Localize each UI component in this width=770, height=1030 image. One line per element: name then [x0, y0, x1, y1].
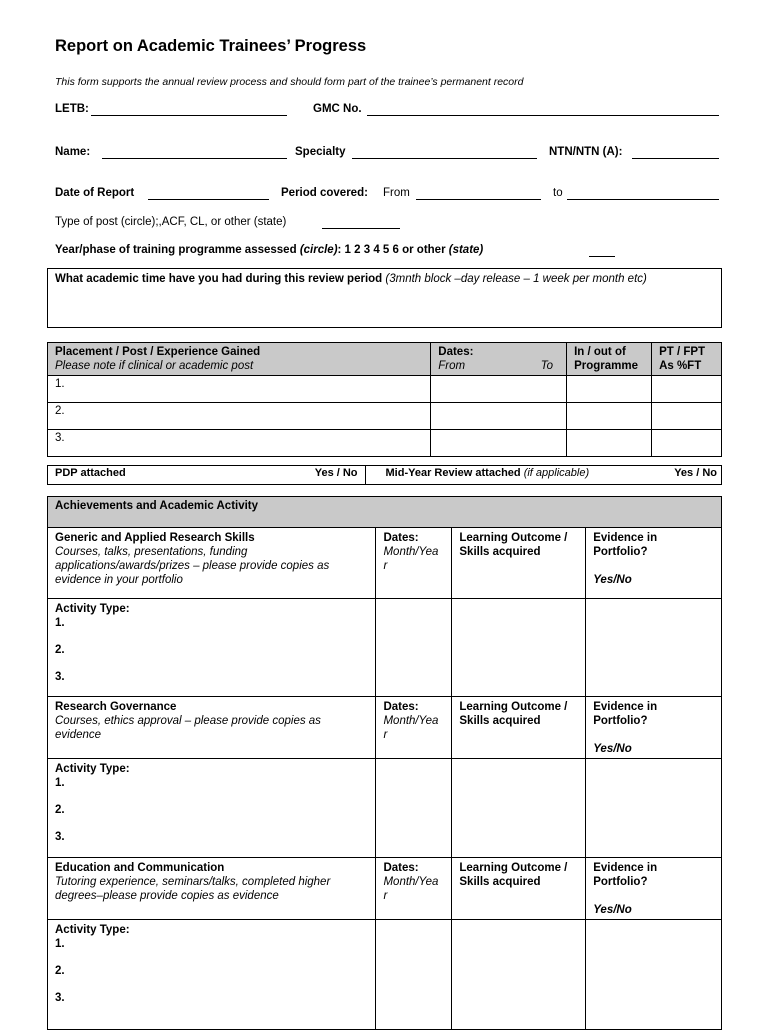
section-header-row	[48, 528, 722, 599]
ntn-field[interactable]	[632, 158, 719, 159]
ptfpt-header	[652, 343, 722, 376]
outcome-input-cell[interactable]	[452, 759, 586, 858]
letb-label: LETB:	[55, 103, 89, 115]
dates-input-cell[interactable]	[376, 920, 452, 1030]
month-col-label: Month/Yea r	[383, 546, 439, 572]
activity-cell[interactable]	[48, 599, 376, 697]
year-phase-state: (state)	[448, 244, 484, 256]
name-field[interactable]	[102, 158, 287, 159]
activity-item-3: 3.	[55, 992, 65, 1004]
dates-from-label: From	[438, 360, 466, 372]
section-header-row	[48, 858, 722, 920]
evidence-yesno[interactable]: Yes/No	[593, 574, 632, 586]
form-subtitle: This form supports the annual review process and should form part of the trainee’s permanent record	[55, 76, 524, 88]
dates-col-label: Dates:	[383, 701, 419, 713]
evidence-input-cell[interactable]	[586, 759, 722, 858]
period-to-field[interactable]	[567, 199, 719, 200]
dates-col-label: Dates:	[383, 862, 419, 874]
table-row[interactable]	[48, 403, 722, 430]
activity-item-2: 2.	[55, 644, 65, 656]
period-from-field[interactable]	[416, 199, 541, 200]
midyear-note: (if applicable)	[523, 467, 590, 479]
outcome-input-cell[interactable]	[452, 920, 586, 1030]
activity-type-label: Activity Type:	[55, 763, 130, 775]
year-phase-prefix: Year/phase of training programme assessed	[55, 244, 297, 256]
period-to-label: to	[553, 187, 563, 199]
dates-cell[interactable]	[431, 403, 567, 430]
dates-input-cell[interactable]	[376, 599, 452, 697]
outcome-col-cell: Learning Outcome / Skills acquired	[452, 528, 586, 599]
placement-header	[48, 343, 431, 376]
year-phase-other-field[interactable]	[589, 256, 615, 257]
evidence-col-cell	[586, 528, 722, 599]
page-title: Report on Academic Trainees’ Progress	[55, 37, 367, 55]
section-title: Research Governance	[55, 701, 177, 713]
section-title: Education and Communication	[55, 862, 225, 874]
period-covered-label: Period covered:	[281, 187, 368, 199]
evidence-input-cell[interactable]	[586, 920, 722, 1030]
period-from-label: From	[383, 187, 410, 199]
outcome-col-cell: Learning Outcome / Skills acquired	[452, 858, 586, 920]
dates-col-label: Dates:	[383, 532, 419, 544]
activity-item-1: 1.	[55, 938, 65, 950]
section-title-cell	[48, 858, 376, 920]
year-phase-line	[55, 244, 483, 256]
activity-item-2: 2.	[55, 965, 65, 977]
activity-item-1: 1.	[55, 777, 65, 789]
table-row[interactable]	[48, 376, 722, 403]
type-of-post-label: Type of post (circle);,ACF, CL, or other (state)	[55, 216, 287, 228]
month-col-label: Month/Yea r	[383, 715, 439, 741]
evidence-col-label: Evidence in Portfolio?	[593, 532, 658, 558]
academic-time-box[interactable]	[47, 268, 722, 328]
academic-time-question: What academic time have you had during this review period	[55, 273, 383, 285]
activity-row[interactable]	[48, 599, 722, 697]
evidence-col-cell	[586, 697, 722, 759]
achievements-table	[47, 496, 722, 1030]
date-of-report-label: Date of Report	[55, 187, 135, 199]
ptfpt-cell[interactable]	[652, 430, 722, 457]
pdp-cell[interactable]	[48, 466, 366, 485]
gmc-field[interactable]	[367, 115, 719, 116]
attachments-table	[47, 465, 722, 485]
month-col-label: Month/Yea r	[383, 876, 439, 902]
evidence-yesno[interactable]: Yes/No	[593, 743, 632, 755]
evidence-input-cell[interactable]	[586, 599, 722, 697]
dates-col-cell	[376, 858, 452, 920]
ptfpt-header-line2: As %FT	[659, 360, 702, 372]
section-header-row	[48, 697, 722, 759]
activity-item-2: 2.	[55, 804, 65, 816]
dates-col-cell	[376, 697, 452, 759]
programme-cell[interactable]	[567, 430, 652, 457]
year-phase-circle: (circle)	[299, 244, 338, 256]
programme-header-line1: In / out of	[574, 346, 626, 358]
evidence-col-label: Evidence in Portfolio?	[593, 701, 658, 727]
programme-cell[interactable]	[567, 376, 652, 403]
evidence-col-cell	[586, 858, 722, 920]
letb-field[interactable]	[91, 115, 287, 116]
dates-to-label: To	[540, 360, 554, 372]
achievements-header: Achievements and Academic Activity	[48, 497, 722, 528]
gmc-label: GMC No.	[313, 103, 362, 115]
midyear-cell[interactable]	[365, 466, 721, 485]
section-title-cell	[48, 528, 376, 599]
section-desc: Courses, ethics approval – please provide copies as evidence	[55, 715, 321, 741]
activity-type-label: Activity Type:	[55, 603, 130, 615]
table-row[interactable]	[48, 430, 722, 457]
section-title-cell	[48, 697, 376, 759]
ptfpt-header-line1: PT / FPT	[659, 346, 706, 358]
placement-cell[interactable]: 3.	[48, 430, 431, 457]
activity-type-label: Activity Type:	[55, 924, 130, 936]
activity-cell[interactable]	[48, 759, 376, 858]
programme-cell[interactable]	[567, 403, 652, 430]
name-label: Name:	[55, 146, 91, 158]
dates-col-cell	[376, 528, 452, 599]
evidence-col-label: Evidence in Portfolio?	[593, 862, 658, 888]
activity-item-3: 3.	[55, 831, 65, 843]
dates-header	[431, 343, 567, 376]
dates-cell[interactable]	[431, 430, 567, 457]
section-desc: Tutoring experience, seminars/talks, completed higher degrees–please provide copies as evidence	[55, 876, 331, 902]
activity-row[interactable]	[48, 759, 722, 858]
midyear-label: Mid-Year Review attached	[385, 467, 521, 479]
placement-table	[47, 342, 722, 457]
programme-header-line2: Programme	[574, 360, 638, 372]
specialty-field[interactable]	[352, 158, 537, 159]
dates-input-cell[interactable]	[376, 759, 452, 858]
programme-header	[567, 343, 652, 376]
placement-header-title: Placement / Post / Experience Gained	[55, 346, 261, 358]
ptfpt-cell[interactable]	[652, 403, 722, 430]
section-desc: Courses, talks, presentations, funding applications/awards/prizes – please provide copies as evidence in your portfolio	[55, 546, 330, 586]
ntn-label: NTN/NTN (A):	[549, 146, 623, 158]
evidence-yesno[interactable]: Yes/No	[593, 904, 632, 916]
placement-header-sub: Please note if clinical or academic post	[55, 360, 254, 372]
pdp-yesno[interactable]: Yes / No	[314, 467, 358, 479]
outcome-input-cell[interactable]	[452, 599, 586, 697]
placement-cell[interactable]: 2.	[48, 403, 431, 430]
activity-cell[interactable]	[48, 920, 376, 1030]
specialty-label: Specialty	[295, 146, 346, 158]
section-title: Generic and Applied Research Skills	[55, 532, 255, 544]
year-phase-options[interactable]: : 1 2 3 4 5 6 or other	[337, 244, 446, 256]
dates-cell[interactable]	[431, 376, 567, 403]
ptfpt-cell[interactable]	[652, 376, 722, 403]
activity-item-3: 3.	[55, 671, 65, 683]
type-of-post-field[interactable]	[322, 228, 400, 229]
outcome-col-cell: Learning Outcome / Skills acquired	[452, 697, 586, 759]
academic-time-hint: (3mnth block –day release – 1 week per month etc)	[385, 273, 647, 285]
activity-row[interactable]	[48, 920, 722, 1030]
dates-header-title: Dates:	[438, 346, 474, 358]
activity-item-1: 1.	[55, 617, 65, 629]
midyear-yesno[interactable]: Yes / No	[674, 467, 717, 479]
date-of-report-field[interactable]	[148, 199, 269, 200]
pdp-label: PDP attached	[55, 467, 126, 479]
placement-cell[interactable]: 1.	[48, 376, 431, 403]
